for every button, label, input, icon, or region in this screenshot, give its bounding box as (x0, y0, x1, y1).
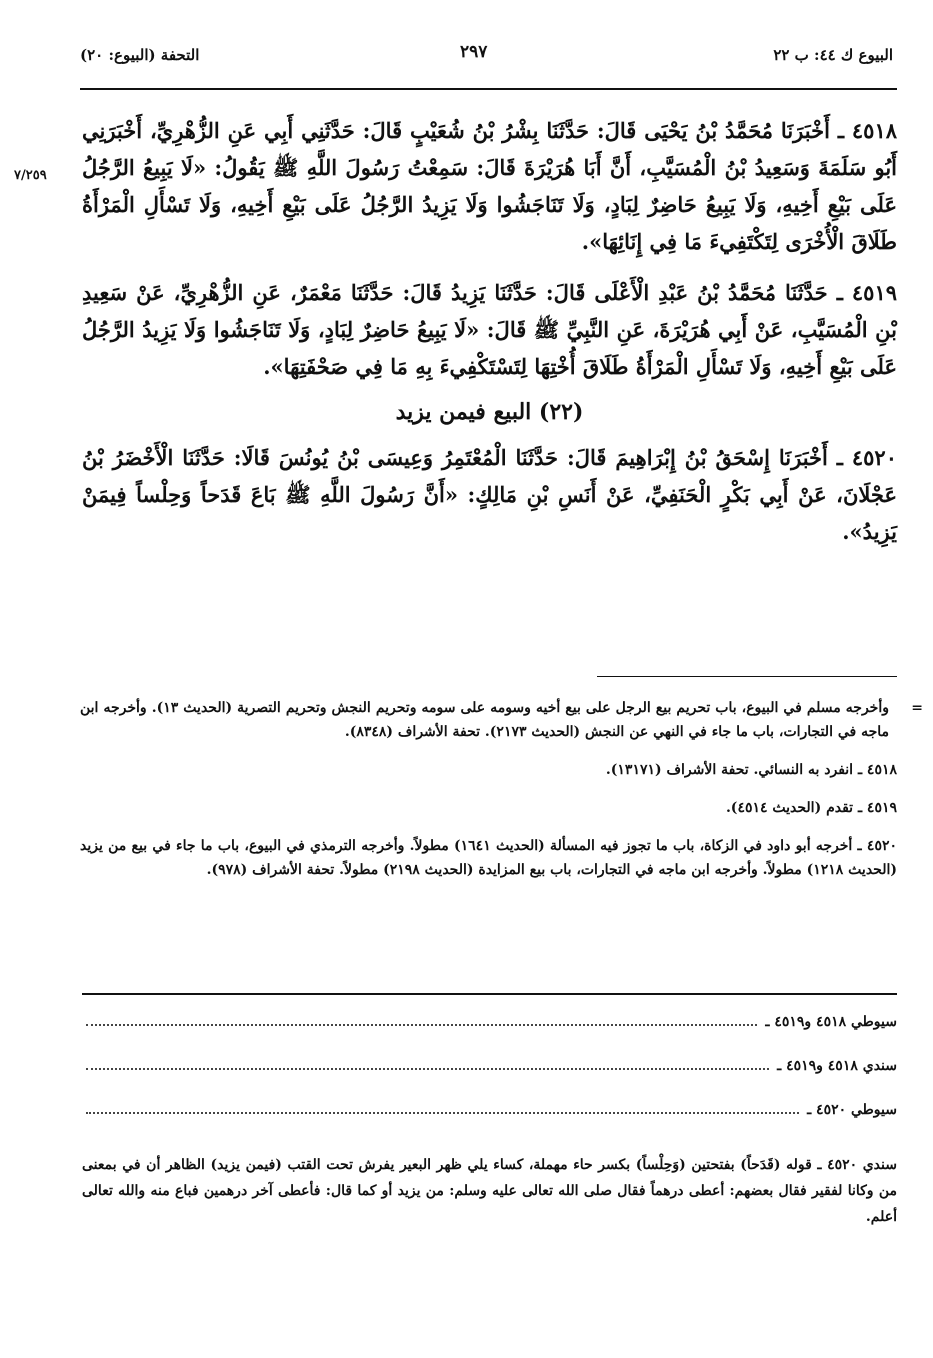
footnote-4518: ٤٥١٨ ـ انفرد به النسائي. تحفة الأشراف (١٣١٧١). (605, 762, 897, 778)
hadith-number: ٤٥٢٠ ـ (836, 445, 897, 470)
margin-reference: ٧/٢٥٩ (14, 168, 47, 183)
footnote-text: وأخرجه مسلم في البيوع، باب تحريم بيع الرجل على بيع أخيه وسومه على سومه وتحريم النجش وتحريم التصرية (الحديث ١٣). وأخرجه ابن ماجه في التجارات، باب ما جاء في النهي عن النجش (الحديث ٢١٧٣). تحفة الأشراف (٨٣٤٨). (80, 700, 889, 740)
continuation-mark: = (911, 700, 923, 716)
commentary-row (82, 1056, 897, 1100)
sindi-commentary-4520: سندي ٤٥٢٠ ـ قوله (قَدَحاً) بفتحتين (وَحِلْساً) بكسر حاء مهملة، كساء يلي ظهر البعير يفرش تحت القتب (فيمن يزيد) الظاهر أن في بمعنى من وكانا لفقير فقال بعضهم: أعطى درهماً فقال صلى الله تعالى عليه وسلم: من يزيد أو كما قال: فأعطى آخر درهمين فباع منه والله تعالى أعلم. (82, 1157, 897, 1225)
hadith-4518 (82, 112, 897, 260)
footnote-4519: ٤٥١٩ ـ تقدم (الحديث ٤٥١٤). (725, 800, 897, 816)
header-chapter-ref: البيوع ك ٤٤: ب ٢٢ (773, 46, 893, 64)
hadith-4520 (82, 439, 897, 550)
dotted-leader (86, 1100, 799, 1114)
page-number: ٢٩٧ (460, 42, 488, 62)
hadith-text: أَخْبَرَنَا إِسْحَقُ بْنُ إِبْرَاهِيمَ قَالَ: حَدَّثَنَا الْمُعْتَمِرُ وَعِيسَى بْنُ يُونُسَ قَالَا: حَدَّثَنَا الْأَخْضَرُ بْنُ عَجْلَانَ، عَنْ أَبِي بَكْرٍ الْحَنَفِيِّ، عَنْ أَنَسِ بْنِ مَالِكٍ: «أَنَّ رَسُولَ اللَّهِ ﷺ بَاعَ قَدَحاً وَحِلْساً فِيمَنْ يَزِيدُ». (82, 445, 897, 544)
header-tuhfa-ref: التحفة (البيوع: ٢٠) (80, 46, 200, 64)
header-rule (80, 88, 897, 90)
footnote-rule (597, 676, 897, 677)
hadith-text: حَدَّثَنَا مُحَمَّدُ بْنُ عَبْدِ الْأَعْلَى قَالَ: حَدَّثَنَا يَزِيدُ قَالَ: حَدَّثَنَا مَعْمَرٌ، عَنِ الزُّهْرِيِّ، عَنْ سَعِيدِ بْنِ الْمُسَيَّبِ، عَنْ أَبِي هُرَيْرَةَ، عَنِ النَّبِيِّ ﷺ قَالَ: «لَا يَبِيعُ حَاضِرٌ لِبَادٍ، وَلَا تَنَاجَشُوا وَلَا يَزِيدُ الرَّجُلُ عَلَى بَيْعِ أَخِيهِ، وَلَا تَسْأَلِ الْمَرْأَةُ طَلَاقَ أُخْتِهَا لِتَسْتَكْفِيءَ بِهِ مَا فِي صَحْفَتِهَا». (82, 280, 897, 379)
footnotes (80, 696, 923, 896)
hadith-text: أَخْبَرَنَا مُحَمَّدُ بْنُ يَحْيَى قَالَ: حَدَّثَنَا بِشْرُ بْنُ شُعَيْبٍ قَالَ: حَدَّثَنِي أَبِي عَنِ الزُّهْرِيِّ، أَخْبَرَنِي أَبُو سَلَمَةَ وَسَعِيدُ بْنُ الْمُسَيَّبِ، أَنَّ أَبَا هُرَيْرَةَ قَالَ: سَمِعْتُ رَسُولَ اللَّهِ ﷺ يَقُولُ: «لَا يَبِيعُ الرَّجُلُ عَلَى بَيْعِ أَخِيهِ، وَلَا يَبِيعُ حَاضِرٌ لِبَادٍ، وَلَا تَنَاجَشُوا وَلَا يَزِيدُ الرَّجُلُ عَلَى بَيْعِ أَخِيهِ، وَلَا تَسْأَلِ الْمَرْأَةُ طَلَاقَ الْأُخْرَى لِتَكْتَفِيءَ مَا فِي إِنَائِهَا». (82, 118, 897, 254)
running-header (80, 38, 893, 78)
commentary-label: سندي ٤٥١٨ و٤٥١٩ ـ (777, 1058, 897, 1074)
commentary-section (82, 1012, 897, 1244)
footnote-continuation (80, 696, 923, 744)
commentary-row (82, 1012, 897, 1056)
commentary-row (82, 1100, 897, 1144)
hadith-4519 (82, 274, 897, 385)
footnote-4520: ٤٥٢٠ ـ أخرجه أبو داود في الزكاة، باب ما تجوز فيه المسألة (الحديث ١٦٤١) مطولاً. وأخرجه الترمذي في البيوع، باب ما جاء في بيع من يزيد (الحديث ١٢١٨) مطولاً. وأخرجه ابن ماجه في التجارات، باب بيع المزايدة (الحديث ٢١٩٨) مطولاً. تحفة الأشراف (٩٧٨). (80, 838, 897, 878)
hadith-number: ٤٥١٩ ـ (836, 280, 898, 305)
commentary-label: سيوطي ٤٥٢٠ ـ (807, 1102, 897, 1118)
commentary-rule (82, 993, 897, 995)
main-text (82, 112, 897, 564)
hadith-number: ٤٥١٨ ـ (837, 118, 898, 143)
dotted-leader (86, 1056, 769, 1070)
dotted-leader (86, 1012, 757, 1026)
commentary-label: سيوطي ٤٥١٨ و٤٥١٩ ـ (765, 1014, 897, 1030)
chapter-title: (٢٢) البيع فيمن يزيد (395, 399, 584, 425)
